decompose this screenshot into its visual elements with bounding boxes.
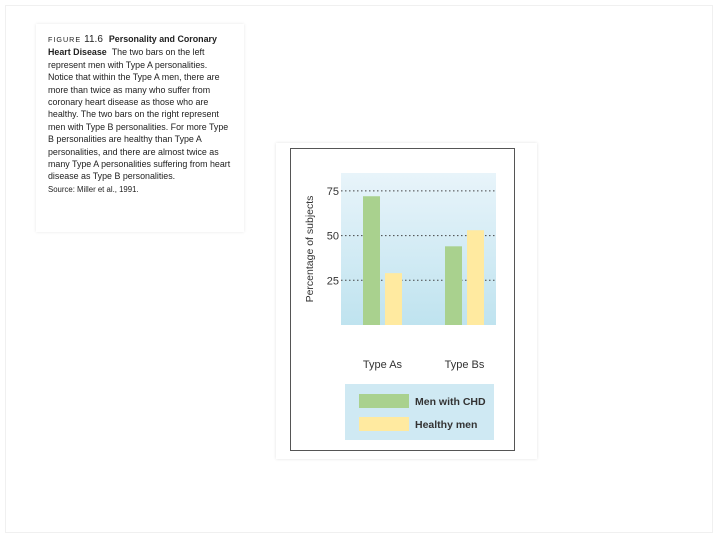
y-axis-label: Percentage of subjects (304, 195, 316, 303)
bar-chart (291, 149, 514, 450)
y-tick-label: 75 (326, 185, 339, 198)
figure-caption (48, 33, 234, 196)
figure-number: 11.6 (84, 34, 103, 45)
y-tick-label: 25 (326, 275, 339, 288)
bar-men-with-chd-1 (445, 246, 462, 325)
figure-description: The two bars on the left represent men with Type A personalities. Notice that within the Type A men, there are more than twice as many who suffer from coronary heart disease as those who are healthy. The two bars on the right represent men with Type B personalities. For more Type B personalities are healthy than Type A personalities, and there are almost twice as many Type A personalities suffering from heart disease as Type B personalities. (48, 47, 231, 182)
legend-box (345, 384, 494, 440)
bar-healthy-men-0 (385, 273, 402, 325)
x-category-label: Type Bs (444, 359, 485, 371)
legend-label: Healthy men (415, 419, 478, 431)
bar-healthy-men-1 (467, 230, 484, 325)
y-tick-label: 50 (326, 230, 339, 243)
chart-card (276, 143, 537, 459)
figure-caption-card (36, 24, 244, 232)
figure-source: Source: Miller et al., 1991. (48, 184, 139, 194)
bar-men-with-chd-0 (363, 196, 380, 325)
legend-swatch (359, 417, 409, 431)
legend-swatch (359, 394, 409, 408)
chart-frame (290, 148, 515, 451)
figure-label: FIGURE (48, 35, 82, 44)
legend-label: Men with CHD (415, 396, 486, 408)
x-category-label: Type As (362, 359, 403, 371)
figure-title: Personality and Coronary Heart Disease (48, 34, 217, 58)
